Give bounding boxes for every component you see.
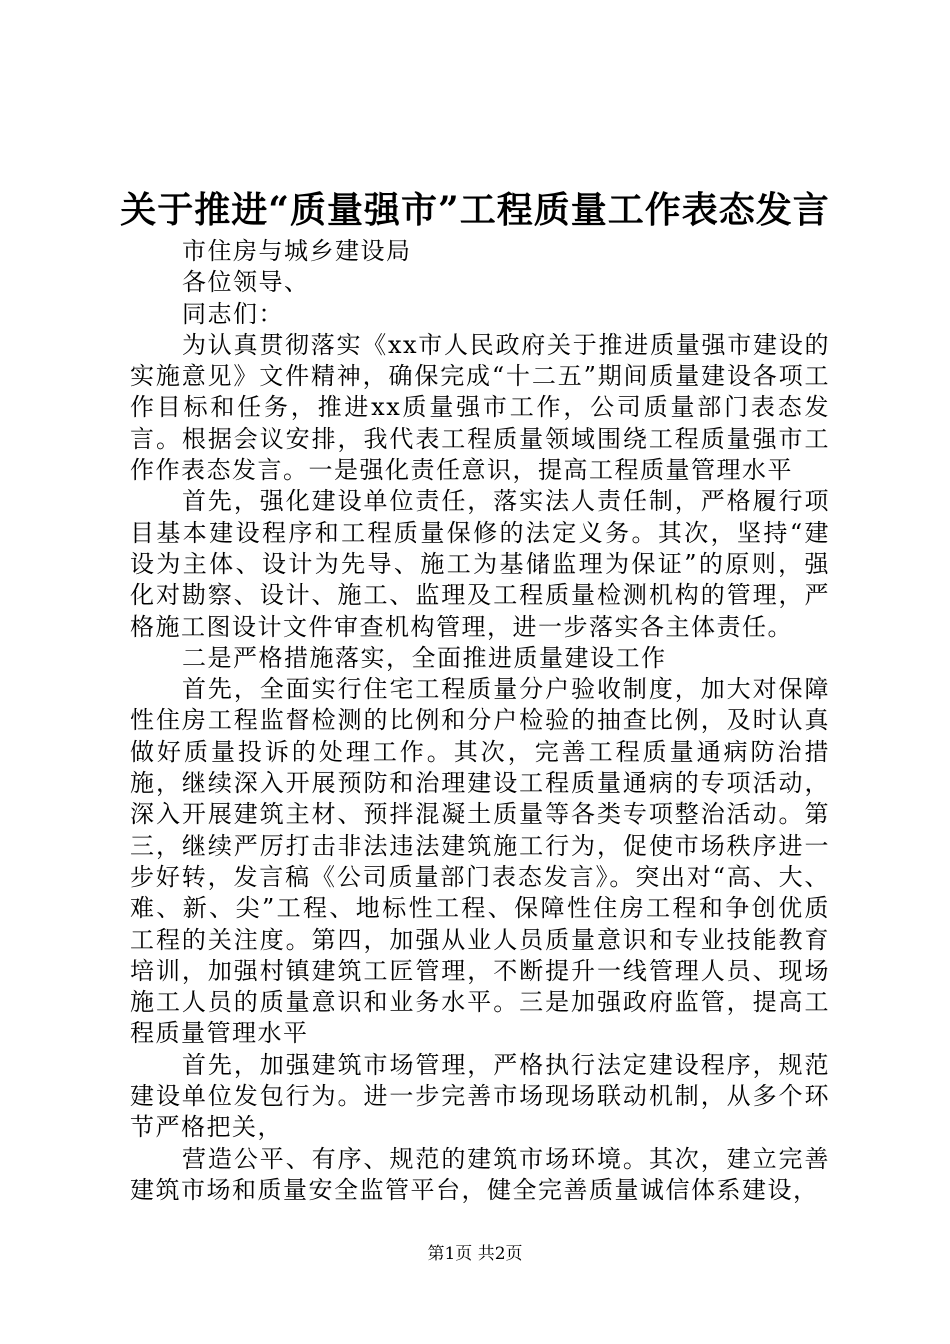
- document-body: [130, 236, 830, 1206]
- document-title: 关于推进“质量强市”工程质量工作表态发言: [120, 189, 830, 231]
- body-paragraph: 营造公平、有序、规范的建筑市场环境。其次，建立完善建筑市场和质量安全监管平台，健全完善质量诚信体系建设，: [130, 1144, 830, 1204]
- body-paragraph: 首先，加强建筑市场管理，严格执行法定建设程序，规范建设单位发包行为。进一步完善市场现场联动机制，从多个环节严格把关，: [130, 1050, 830, 1142]
- salutation-line: 各位领导、: [182, 268, 310, 297]
- body-paragraph: 为认真贯彻落实《xx市人民政府关于推进质量强市建设的实施意见》文件精神，确保完成“十二五”期间质量建设各项工作目标和任务，推进xx质量强市工作，公司质量部门表态发言。根据会议安排，我代表工程质量领域围绕工程质量强市工作作表态发言。一是强化责任意识，提高工程质量管理水平: [130, 330, 830, 485]
- section-heading: 二是严格措施落实，全面推进质量建设工作: [182, 643, 667, 672]
- salutation-line: 同志们：: [182, 299, 284, 328]
- body-paragraph: 首先，全面实行住宅工程质量分户验收制度，加大对保障性住房工程监督检测的比例和分户检验的抽查比例，及时认真做好质量投诉的处理工作。其次，完善工程质量通病防治措施，继续深入开展预防和治理建设工程质量通病的专项活动，深入开展建筑主材、预拌混凝土质量等各类专项整治活动。第三，继续严厉打击非法违法建筑施工行为，促使市场秩序进一步好转，发言稿《公司质量部门表态发言》。突出对“高、大、难、新、尖”工程、地标性工程、保障性住房工程和争创优质工程的关注度。第四，加强从业人员质量意识和专业技能教育培训，加强村镇建筑工匠管理，不断提升一线管理人员、现场施工人员的质量意识和业务水平。三是加强政府监管，提高工程质量管理水平: [130, 675, 830, 1048]
- page-number: 第1页 共2页: [427, 1244, 523, 1264]
- addressee-line: 市住房与城乡建设局: [182, 237, 412, 265]
- body-paragraph: 首先，强化建设单位责任，落实法人责任制，严格履行项目基本建设程序和工程质量保修的法定义务。其次，坚持“建设为主体、设计为先导、施工为基储监理为保证”的原则，强化对勘察、设计、施工、监理及工程质量检测机构的管理，严格施工图设计文件审查机构管理，进一步落实各主体责任。: [130, 487, 830, 641]
